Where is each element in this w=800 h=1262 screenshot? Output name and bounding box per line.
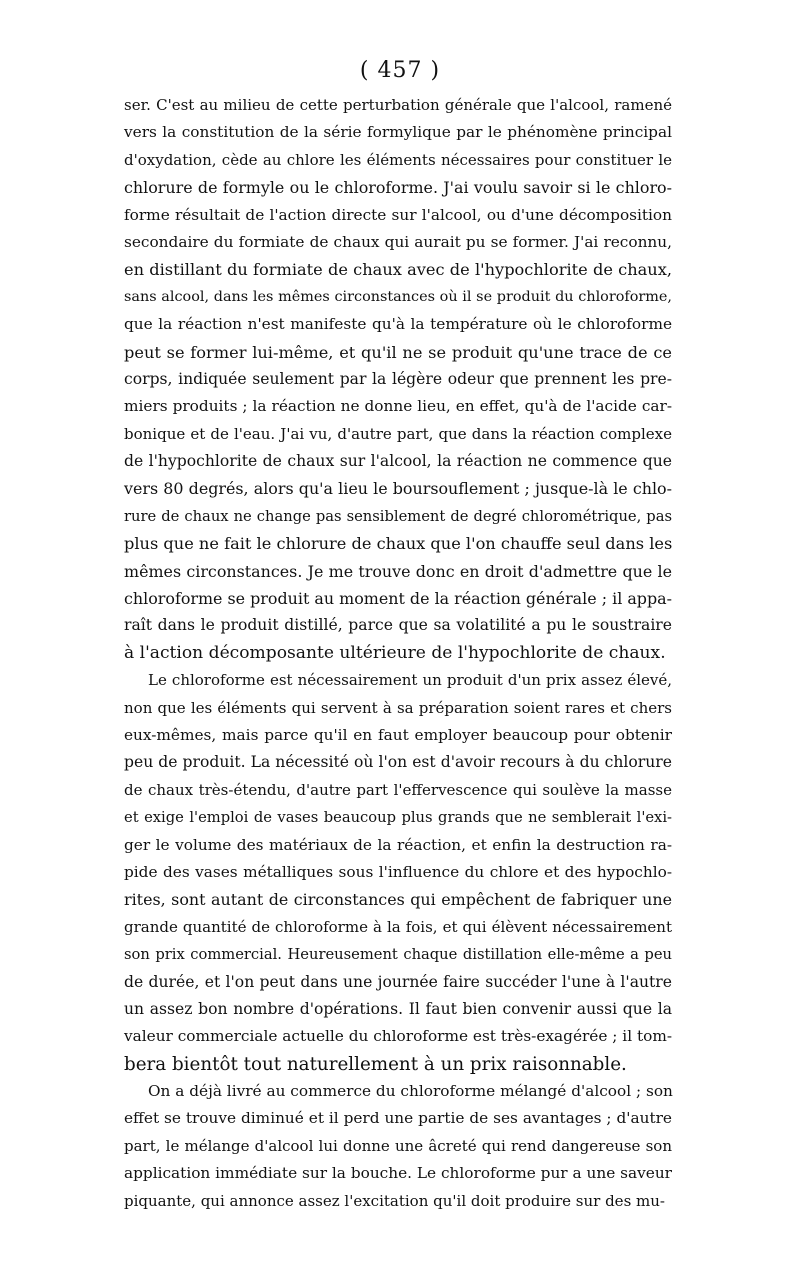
paragraph: [124, 92, 672, 667]
text-line: piquante, qui annonce assez l'excitation qu'il doit produire sur des mu-: [124, 1191, 665, 1210]
text-line: Le chloroforme est nécessairement un produit d'un prix assez élevé,: [148, 671, 672, 690]
body-text: [124, 92, 672, 1215]
text-line: son prix commercial. Heureusement chaque distillation elle-même a peu: [124, 946, 672, 964]
text-line: un assez bon nombre d'opérations. Il faut bien convenir aussi que la: [124, 999, 672, 1018]
page-number: ( 457 ): [359, 58, 441, 83]
text-line: pide des vases métalliques sous l'influence du chlore et des hypochlo-: [124, 862, 672, 881]
text-line: d'oxydation, cède au chlore les éléments nécessaires pour constituer le: [124, 150, 672, 169]
text-line: peut se former lui-même, et qu'il ne se produit qu'une trace de ce: [124, 342, 672, 362]
text-line: forme résultait de l'action directe sur l'alcool, ou d'une décomposition: [124, 205, 672, 224]
text-line: bonique et de l'eau. J'ai vu, d'autre part, que dans la réaction complexe: [124, 424, 672, 443]
text-line: ger le volume des matériaux de la réaction, et enfin la destruction ra-: [124, 835, 672, 854]
text-line: rure de chaux ne change pas sensiblement de degré chlorométrique, pas: [124, 507, 672, 525]
text-line: vers la constitution de la série formylique par le phénomène principal: [124, 123, 672, 142]
text-line: peu de produit. La nécessité où l'on est d'avoir recours à du chlorure: [124, 753, 672, 772]
text-line: sans alcool, dans les mêmes circonstances où il se produit du chloroforme,: [124, 288, 672, 305]
text-line: eux-mêmes, mais parce qu'il en faut employer beaucoup pour obtenir: [124, 725, 672, 744]
text-line: miers produits ; la réaction ne donne lieu, en effet, qu'à de l'acide car-: [124, 397, 672, 416]
text-line: valeur commerciale actuelle du chloroforme est très-exagérée ; il tom-: [124, 1027, 672, 1046]
text-line: mêmes circonstances. Je me trouve donc en droit d'admettre que le: [124, 561, 672, 581]
text-line: grande quantité de chloroforme à la fois, et qui élèvent nécessairement: [124, 917, 672, 936]
text-line: de durée, et l'on peut dans une journée faire succéder l'une à l'autre: [124, 972, 672, 991]
text-line: à l'action décomposante ultérieure de l'hypochlorite de chaux.: [124, 642, 666, 663]
text-line: chloroforme se produit au moment de la réaction générale ; il appa-: [124, 589, 672, 609]
text-line: part, le mélange d'alcool lui donne une âcreté qui rend dangereuse son: [124, 1136, 672, 1155]
text-line: bera bientôt tout naturellement à un prix raisonnable.: [124, 1053, 627, 1075]
text-line: On a déjà livré au commerce du chloroforme mélangé d'alcool ; son: [148, 1082, 673, 1101]
paragraph: [124, 667, 672, 1078]
text-line: chlorure de formyle ou le chloroforme. J'ai voulu savoir si le chloro-: [124, 178, 672, 198]
text-line: vers 80 degrés, alors qu'a lieu le boursouflement ; jusque-là le chlo-: [124, 479, 672, 499]
text-line: de l'hypochlorite de chaux sur l'alcool, la réaction ne commence que: [124, 452, 672, 471]
text-line: plus que ne fait le chlorure de chaux que l'on chauffe seul dans les: [124, 534, 673, 554]
text-line: et exige l'emploi de vases beaucoup plus grands que ne semblerait l'exi-: [124, 809, 672, 827]
text-line: secondaire du formiate de chaux qui aurait pu se former. J'ai reconnu,: [124, 232, 672, 251]
text-line: corps, indiquée seulement par la légère odeur que prennent les pre-: [124, 369, 672, 388]
text-line: raît dans le produit distillé, parce que sa volatilité a pu le soustraire: [124, 616, 672, 635]
paragraph: [124, 1078, 672, 1215]
text-line: de chaux très-étendu, d'autre part l'effervescence qui soulève la masse: [124, 780, 672, 799]
text-line: ser. C'est au milieu de cette perturbation générale que l'alcool, ramené: [124, 96, 672, 114]
text-line: en distillant du formiate de chaux avec de l'hypochlorite de chaux,: [124, 260, 672, 280]
text-line: non que les éléments qui servent à sa préparation soient rares et chers: [124, 698, 672, 717]
text-line: rites, sont autant de circonstances qui empêchent de fabriquer une: [124, 890, 672, 910]
text-line: que la réaction n'est manifeste qu'à la température où le chloroforme: [124, 315, 672, 334]
text-line: application immédiate sur la bouche. Le chloroforme pur a une saveur: [124, 1164, 672, 1183]
text-line: effet se trouve diminué et il perd une partie de ses avantages ; d'autre: [124, 1109, 672, 1128]
